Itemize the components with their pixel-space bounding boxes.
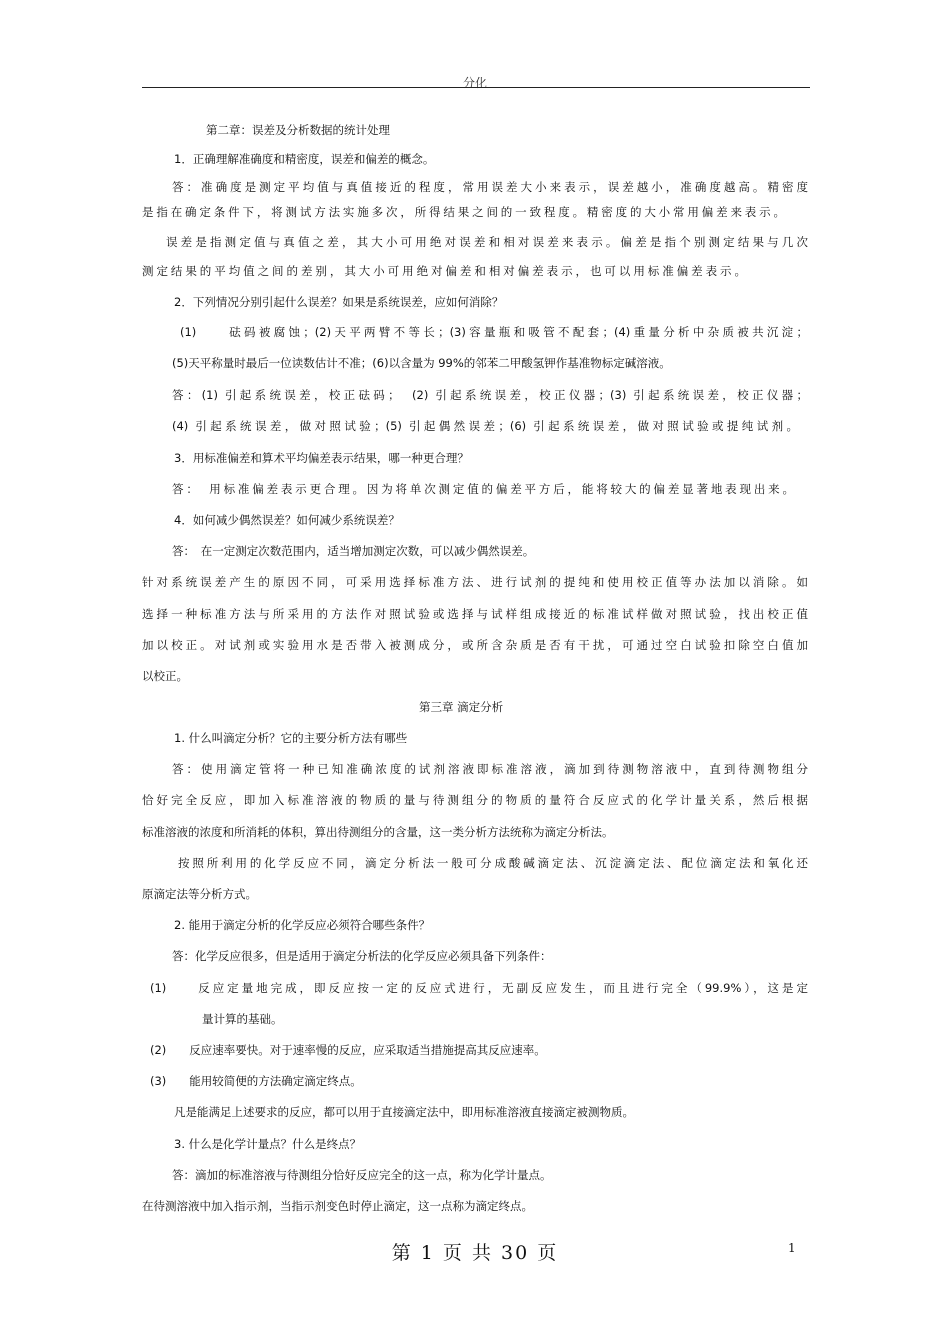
- answer-text: 恰好完全反应，即加入标准溶液的物质的量与待测组分的物质的量符合反应式的化学计量关系，然后根据: [142, 793, 808, 807]
- paragraph-text: 误差是指测定值与真值之差，其大小可用绝对误差和相对误差来表示。偏差是指个别测定结果与几次: [166, 235, 808, 249]
- question-text: 3. 什么是化学计量点？什么是终点？: [174, 1137, 362, 1151]
- answer-text: 是指在确定条件下，将测试方法实施多次，所得结果之间的一致程度。精密度的大小常用偏差来表示。: [142, 205, 785, 219]
- page-count-label: 第 1 页 共 30 页: [391, 1242, 559, 1264]
- list-item: 量计算的基础。: [202, 1012, 283, 1026]
- question-text: 2．下列情况分别引起什么误差？如果是系统误差，应如何消除？: [174, 295, 504, 309]
- list-item: (1) 反应定量地完成，即反应按一定的反应式进行，无副反应发生，而且进行完全（99.9%），这是定: [150, 981, 808, 995]
- chapter-2-heading: 第二章：误差及分析数据的统计处理: [206, 123, 390, 137]
- chapter-3-heading: 第三章 滴定分析: [419, 700, 504, 714]
- paragraph-text: 选择一种标准方法与所采用的方法作对照试验或选择与试样组成接近的标准试样做对照试验，找出校正值: [142, 607, 808, 621]
- paragraph-text: 凡是能满足上述要求的反应，都可以用于直接滴定法中，即用标准溶液直接滴定被测物质。: [174, 1105, 634, 1119]
- answer-text: 答：准确度是测定平均值与真值接近的程度，常用误差大小来表示，误差越小，准确度越高。精密度: [172, 180, 808, 194]
- answer-text: 答： 用标准偏差表示更合理。因为将单次测定值的偏差平方后，能将较大的偏差显著地表现出来。: [172, 482, 794, 496]
- answer-text: 答： 在一定测定次数范围内，适当增加测定次数，可以减少偶然误差。: [172, 544, 535, 558]
- header-title: 分化: [462, 76, 487, 90]
- answer-text: 答：滴加的标准溶液与待测组分恰好反应完全的这一点，称为化学计量点。: [172, 1168, 552, 1182]
- paragraph-text: 在待测溶液中加入指示剂，当指示剂变色时停止滴定，这一点称为滴定终点。: [142, 1199, 533, 1213]
- question-text: 1. 什么叫滴定分析？它的主要分析方法有哪些: [174, 731, 408, 745]
- answer-text: 答：使用滴定管将一种已知准确浓度的试剂溶液即标准溶液，滴加到待测物溶液中，直到待测物组分: [172, 762, 808, 776]
- header-rule: [142, 87, 810, 88]
- paragraph-text: 按照所利用的化学反应不同，滴定分析法一般可分成酸碱滴定法、沉淀滴定法、配位滴定法和氧化还: [178, 856, 808, 870]
- page-number: 1: [788, 1241, 796, 1255]
- answer-text: 答：化学反应很多，但是适用于滴定分析法的化学反应必须具备下列条件：: [172, 949, 552, 963]
- list-item: (5)天平称量时最后一位读数估计不准；(6)以含量为 99%的邻苯二甲酸氢钾作基准物标定碱溶液。: [172, 356, 671, 370]
- answer-text: (4) 引起系统误差，做对照试验；(5) 引起偶然误差；(6) 引起系统误差，做对照试验或提纯试剂。: [172, 419, 798, 433]
- list-item: (3) 能用较简便的方法确定滴定终点。: [150, 1074, 362, 1088]
- paragraph-text: 针对系统误差产生的原因不同，可采用选择标准方法、进行试剂的提纯和使用校正值等办法加以消除。如: [142, 575, 808, 589]
- paragraph-text: 加以校正。对试剂或实验用水是否带入被测成分，或所含杂质是否有干扰，可通过空白试验扣除空白值加: [142, 638, 808, 652]
- answer-text: 答：(1) 引起系统误差，校正砝码； (2) 引起系统误差，校正仪器；(3) 引起系统误差，校正仪器；: [172, 388, 808, 402]
- paragraph-text: 原滴定法等分析方式。: [142, 887, 257, 901]
- question-text: 1．正确理解准确度和精密度，误差和偏差的概念。: [174, 152, 435, 166]
- paragraph-text: 测定结果的平均值之间的差别，其大小可用绝对偏差和相对偏差表示，也可以用标准偏差表示。: [142, 264, 746, 278]
- answer-text: 标准溶液的浓度和所消耗的体积，算出待测组分的含量，这一类分析方法统称为滴定分析法。: [142, 825, 614, 839]
- question-text: 3．用标准偏差和算术平均偏差表示结果，哪一种更合理？: [174, 451, 469, 465]
- question-text: 4．如何减少偶然误差？如何减少系统误差？: [174, 513, 400, 527]
- question-text: 2. 能用于滴定分析的化学反应必须符合哪些条件？: [174, 918, 431, 932]
- paragraph-text: 以校正。: [142, 669, 188, 683]
- list-item: (2) 反应速率要快。对于速率慢的反应，应采取适当措施提高其反应速率。: [150, 1043, 546, 1057]
- list-item: (1) 砝码被腐蚀；(2)天平两臂不等长；(3)容量瓶和吸管不配套；(4)重量分析中杂质被共沉淀；: [180, 325, 808, 339]
